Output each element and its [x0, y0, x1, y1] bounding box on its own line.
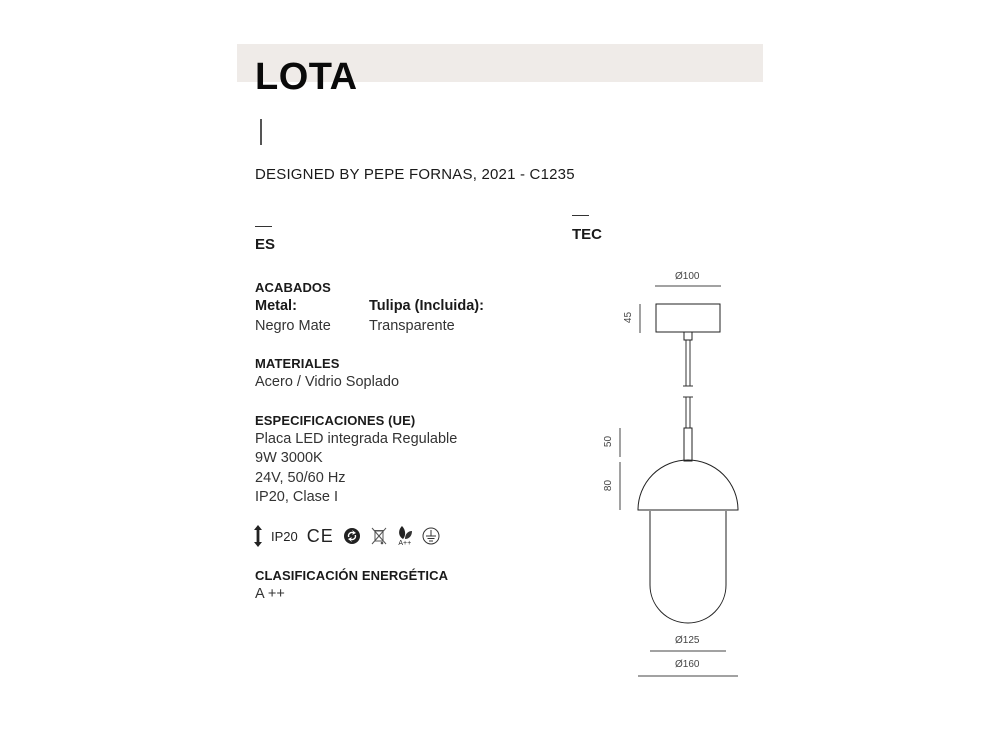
product-title: LOTA — [255, 56, 358, 98]
acabados-tulipa-label: Tulipa (Incluida): — [369, 298, 484, 314]
clasificacion-value: A ++ — [255, 586, 285, 602]
clasificacion-heading: CLASIFICACIÓN ENERGÉTICA — [255, 568, 449, 583]
materiales-heading: MATERIALES — [255, 356, 340, 371]
dim-shade-height: 80 — [603, 479, 615, 492]
dim-canopy-height: 45 — [623, 311, 635, 324]
ce-mark-icon: CE — [306, 525, 334, 546]
energy-leaf-label: A++ — [398, 539, 412, 547]
spec-line: IP20, Clase I — [255, 489, 339, 505]
acabados-metal-label: Metal: — [255, 298, 297, 314]
spec-line: 24V, 50/60 Hz — [255, 470, 346, 486]
materiales-value: Acero / Vidrio Soplado — [255, 374, 400, 390]
spec-line: 9W 3000K — [255, 450, 323, 466]
designer-line: DESIGNED BY PEPE FORNAS, 2021 - C1235 — [255, 166, 575, 183]
ip-rating-label: IP20 — [271, 528, 298, 544]
spec-line: Placa LED integrada Regulable — [255, 431, 458, 447]
dim-glass-diameter: Ø125 — [675, 635, 700, 646]
section-label-tec: TEC — [572, 226, 602, 243]
acabados-metal-value: Negro Mate — [255, 318, 331, 334]
acabados-heading: ACABADOS — [255, 280, 331, 295]
especificaciones-heading: ESPECIFICACIONES (UE) — [255, 413, 416, 428]
dim-stem-height: 50 — [603, 435, 615, 448]
section-label-es: ES — [255, 236, 276, 253]
acabados-tulipa-value: Transparente — [369, 318, 455, 334]
dim-shade-diameter: Ø160 — [675, 659, 700, 670]
dim-canopy-diameter: Ø100 — [675, 271, 700, 282]
